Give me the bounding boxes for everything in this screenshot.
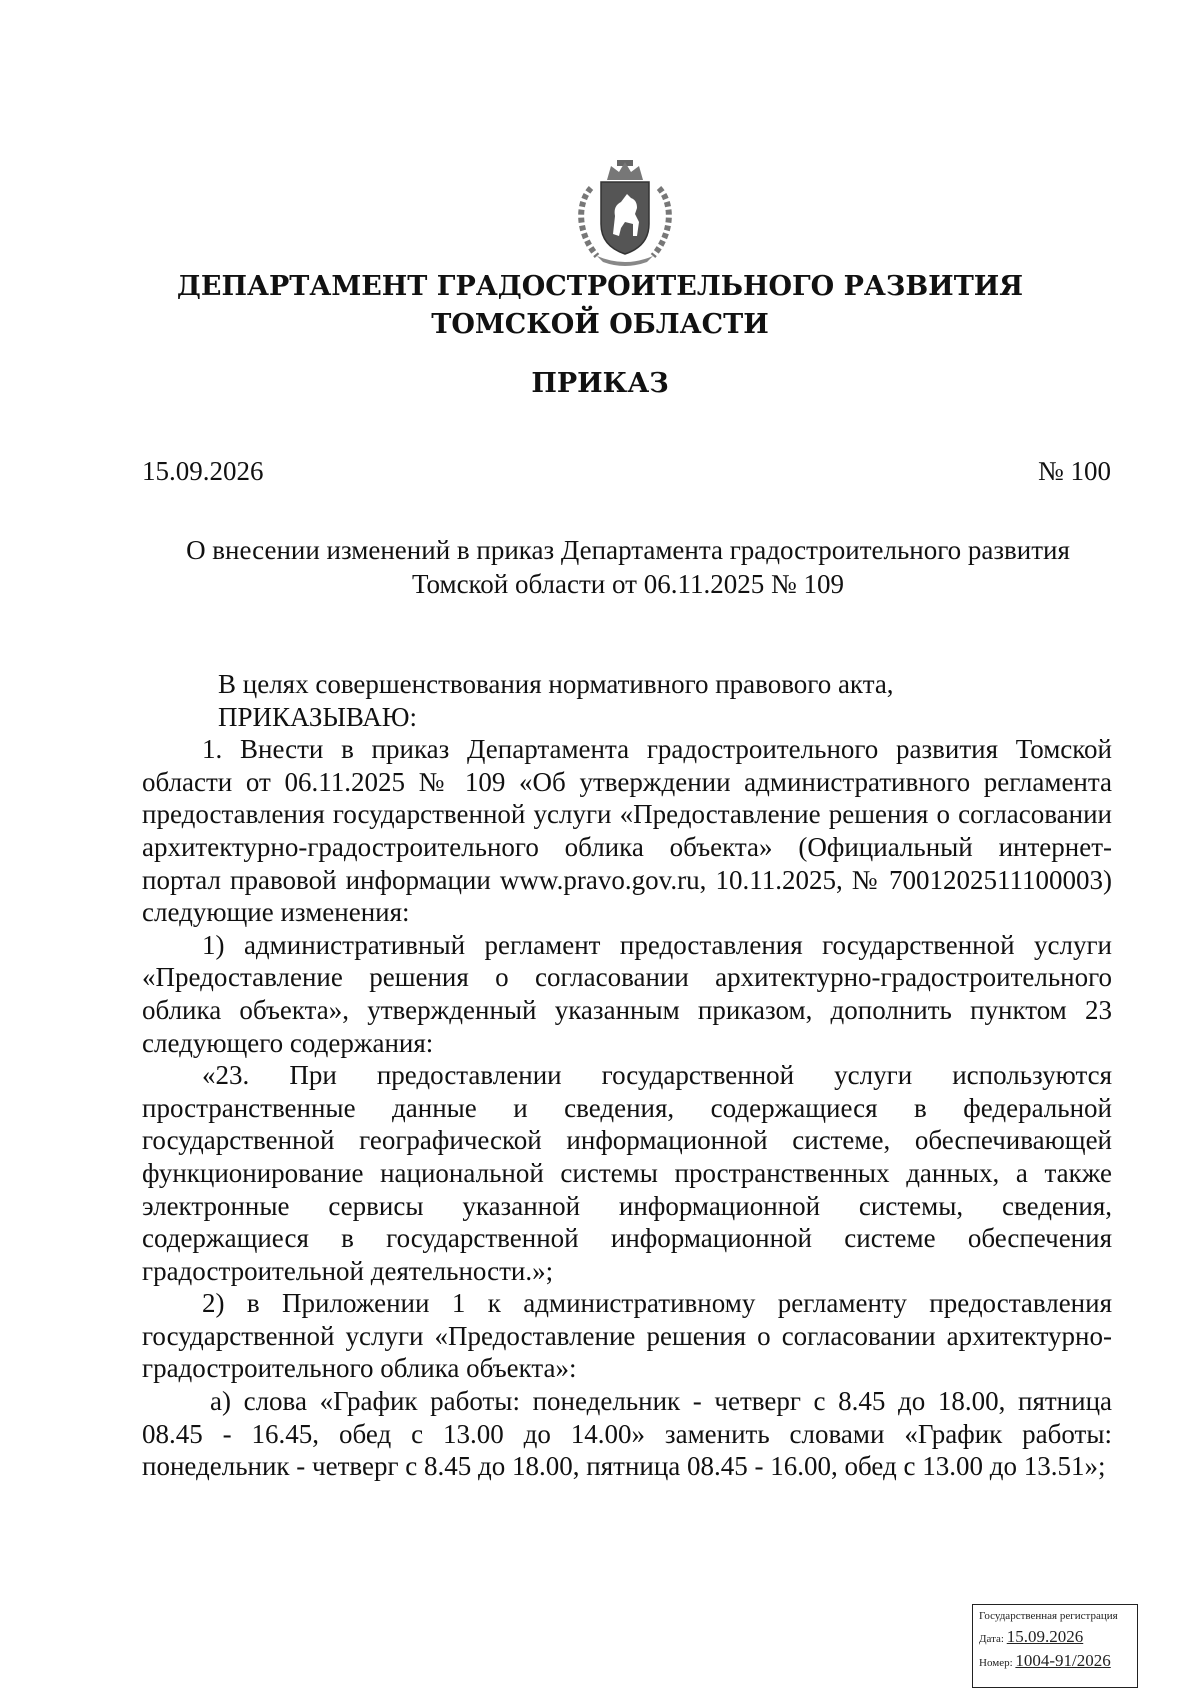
registration-number-label: Номер: — [979, 1657, 1013, 1669]
order-word: ПРИКАЗЫВАЮ: — [218, 701, 417, 732]
order-number: № 100 — [1037, 456, 1111, 486]
item-1: 1. Внести в приказ Департамента градостроительного развития Томской области от 06.11.2025 № 109 «Об утверждении административного регламента предоставления государственной услуги «Предоставление решения о согласовании архитектурно-градостроительного облика объекта» (Официальный интернет-портал правовой информации www.pravo.gov.ru, 10.11.2025, № 7001202511100003) следующие изменения: — [142, 734, 1112, 928]
subitem-1: 1) административный регламент предоставления государственной услуги «Предоставление решения о согласовании архитектурно-градостроительного облика объекта», утвержденный указанным приказом, дополнить пунктом 23 следующего содержания: — [142, 929, 1112, 1058]
point-23-text: «23. При предоставлении государственной услуги используются пространственные данные и сведения, содержащиеся в федеральной государственной географической информационной системе, обеспечивающей функционирование национальной системы пространственных данных, а также электронные сервисы указанной информационной системы, сведения, содержащиеся в государственной информационной системе обеспечения градостроительной деятельности.»; — [142, 1060, 1112, 1286]
order-date: 15.09.2026 — [142, 456, 264, 486]
order-subject-line1: О внесении изменений в приказ Департамента градостроительного развития — [186, 535, 1070, 565]
registration-stamp — [972, 1604, 1138, 1688]
registration-date-row — [979, 1626, 1131, 1650]
order-subject-line2: Томской области от 06.11.2025 № 109 — [412, 569, 844, 599]
document-type: ПРИКАЗ — [531, 368, 669, 399]
registration-date-value: 15.09.2026 — [1006, 1627, 1084, 1646]
order-subject — [140, 533, 1116, 601]
registration-date-label: Дата: — [979, 1633, 1004, 1645]
department-name — [0, 268, 1200, 344]
registration-number-value: 1004-91/2026 — [1015, 1651, 1111, 1670]
tomsk-region-coat-of-arms-icon — [567, 158, 683, 266]
subitem-2a: а) слова «График работы: понедельник - четверг с 8.45 до 18.00, пятница 08.45 - 16.45, обед с 13.00 до 14.00» заменить словами «График работы: понедельник - четверг с 8.45 до 18.00, пятница 08.45 - 16.00, обед с 13.00 до 13.51»; — [142, 1386, 1112, 1482]
subitem-2: 2) в Приложении 1 к административному регламенту предоставления государственной услуги «Предоставление решения о согласовании архитектурно-градостроительного облика объекта»: — [142, 1288, 1112, 1384]
department-name-line1: ДЕПАРТАМЕНТ ГРАДОСТРОИТЕЛЬНОГО РАЗВИТИЯ — [176, 271, 1024, 302]
registration-title: Государственная регистрация — [979, 1610, 1118, 1622]
order-body — [142, 668, 1112, 1483]
registration-number-row — [979, 1650, 1131, 1674]
department-name-line2: ТОМСКОЙ ОБЛАСТИ — [431, 309, 769, 340]
preamble: В целях совершенствования нормативного правового акта, — [218, 669, 894, 699]
